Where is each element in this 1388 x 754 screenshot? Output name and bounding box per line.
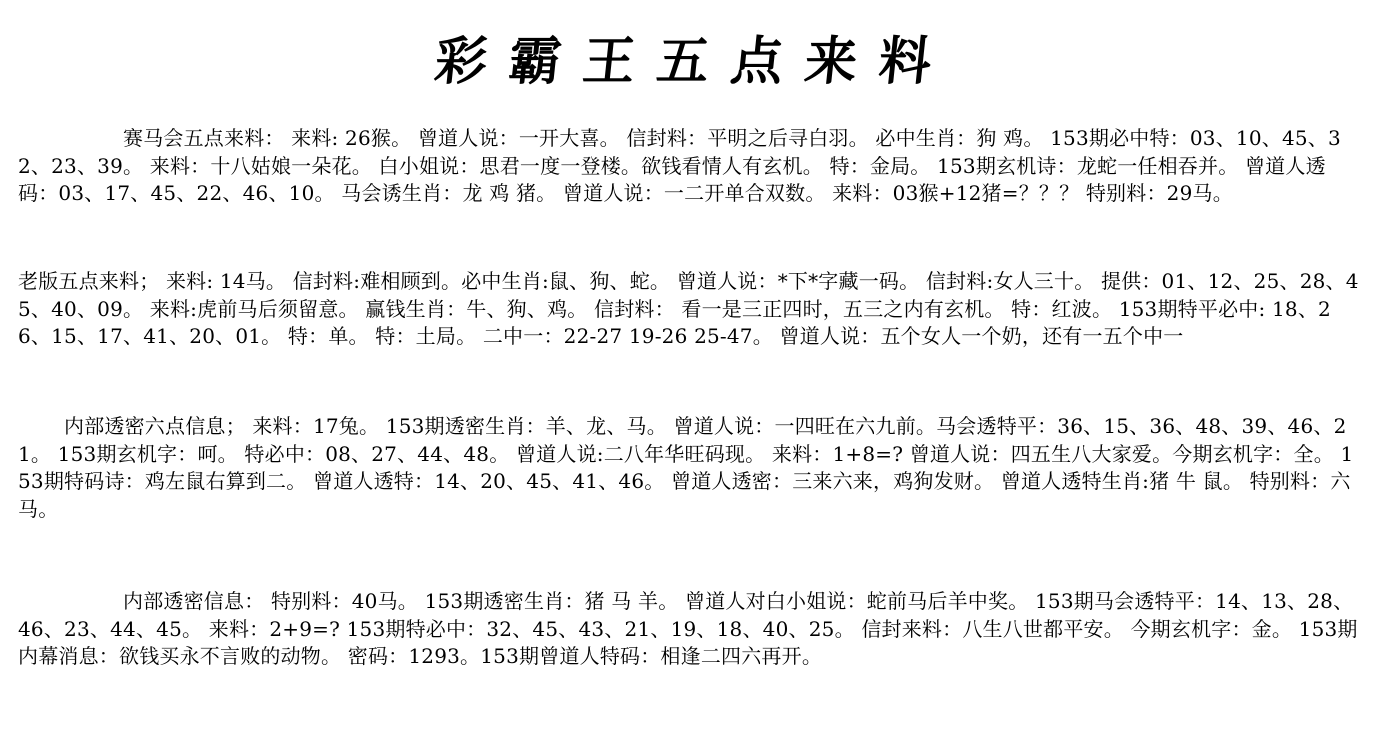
paragraph-internal-info: 内部透密信息： 特别料：40马。 153期透密生肖：猪 马 羊。 曾道人对白小姐说：蛇前马后羊中奖。 153期马会透特平：14、13、28、46、23、44、45。 来料：2+9=? 153期特必中：32、45、43、21、19、18、40、25。 信封来料：八生八世都平安。 今期玄机字：金。 153期内幕消息：欲钱买永不言败的动物。 密码：1293。153期曾道人特码：相逢二四六再开。 <box>18 589 1358 668</box>
paragraph-saimahui-five-point: 赛马会五点来料： 来料: 26猴。 曾道人说：一开大喜。 信封料：平明之后寻白羽。 必中生肖：狗 鸡。 153期必中特：03、10、45、32、23、39。 来料：十八姑娘一朵花。 白小姐说：思君一度一登楼。欲钱看情人有玄机。 特：金局。 153期玄机诗：龙蛇一任相吞并。 曾道人透码：03、17、45、22、46、10。 马会诱生肖：龙 鸡 猪。 曾道人说：一二开单合双数。 来料：03猴+12猪=？？？ 特别料：29马。 <box>18 126 1341 205</box>
paragraph-internal-six-point: 内部透密六点信息； 来料：17兔。 153期透密生肖：羊、龙、马。 曾道人说：一四旺在六九前。马会透特平：36、15、36、48、39、46、21。 153期玄机字：呵。 特必中：08、27、44、48。 曾道人说:二八年华旺码现。 来料：1+8=? 曾道人说：四五生八大家爱。今期玄机字：全。 153期特码诗：鸡左鼠右算到二。 曾道人透特：14、20、45、41、46。 曾道人透密：三来六来，鸡狗发财。 曾道人透特生肖:猪 牛 鼠。 特别料：六马。 <box>18 414 1354 521</box>
paragraph-old-edition-five-point: 老版五点来料； 来料: 14马。 信封料:难相顾到。必中生肖:鼠、狗、蛇。 曾道人说：*下*字藏一码。 信封料:女人三十。 提供：01、12、25、28、45、40、09。 来料:虎前马后须留意。 赢钱生肖：牛、狗、鸡。 信封料： 看一是三正四时，五三之内有玄机。 特：红波。 153期特平必中: 18、26、15、17、41、20、01。 特：单。 特：土局。 二中一：22-27 19-26 25-47。 曾道人说：五个女人一个奶，还有一五个中一 <box>18 269 1359 348</box>
page-title: 彩霸王五点来料 <box>431 31 957 92</box>
